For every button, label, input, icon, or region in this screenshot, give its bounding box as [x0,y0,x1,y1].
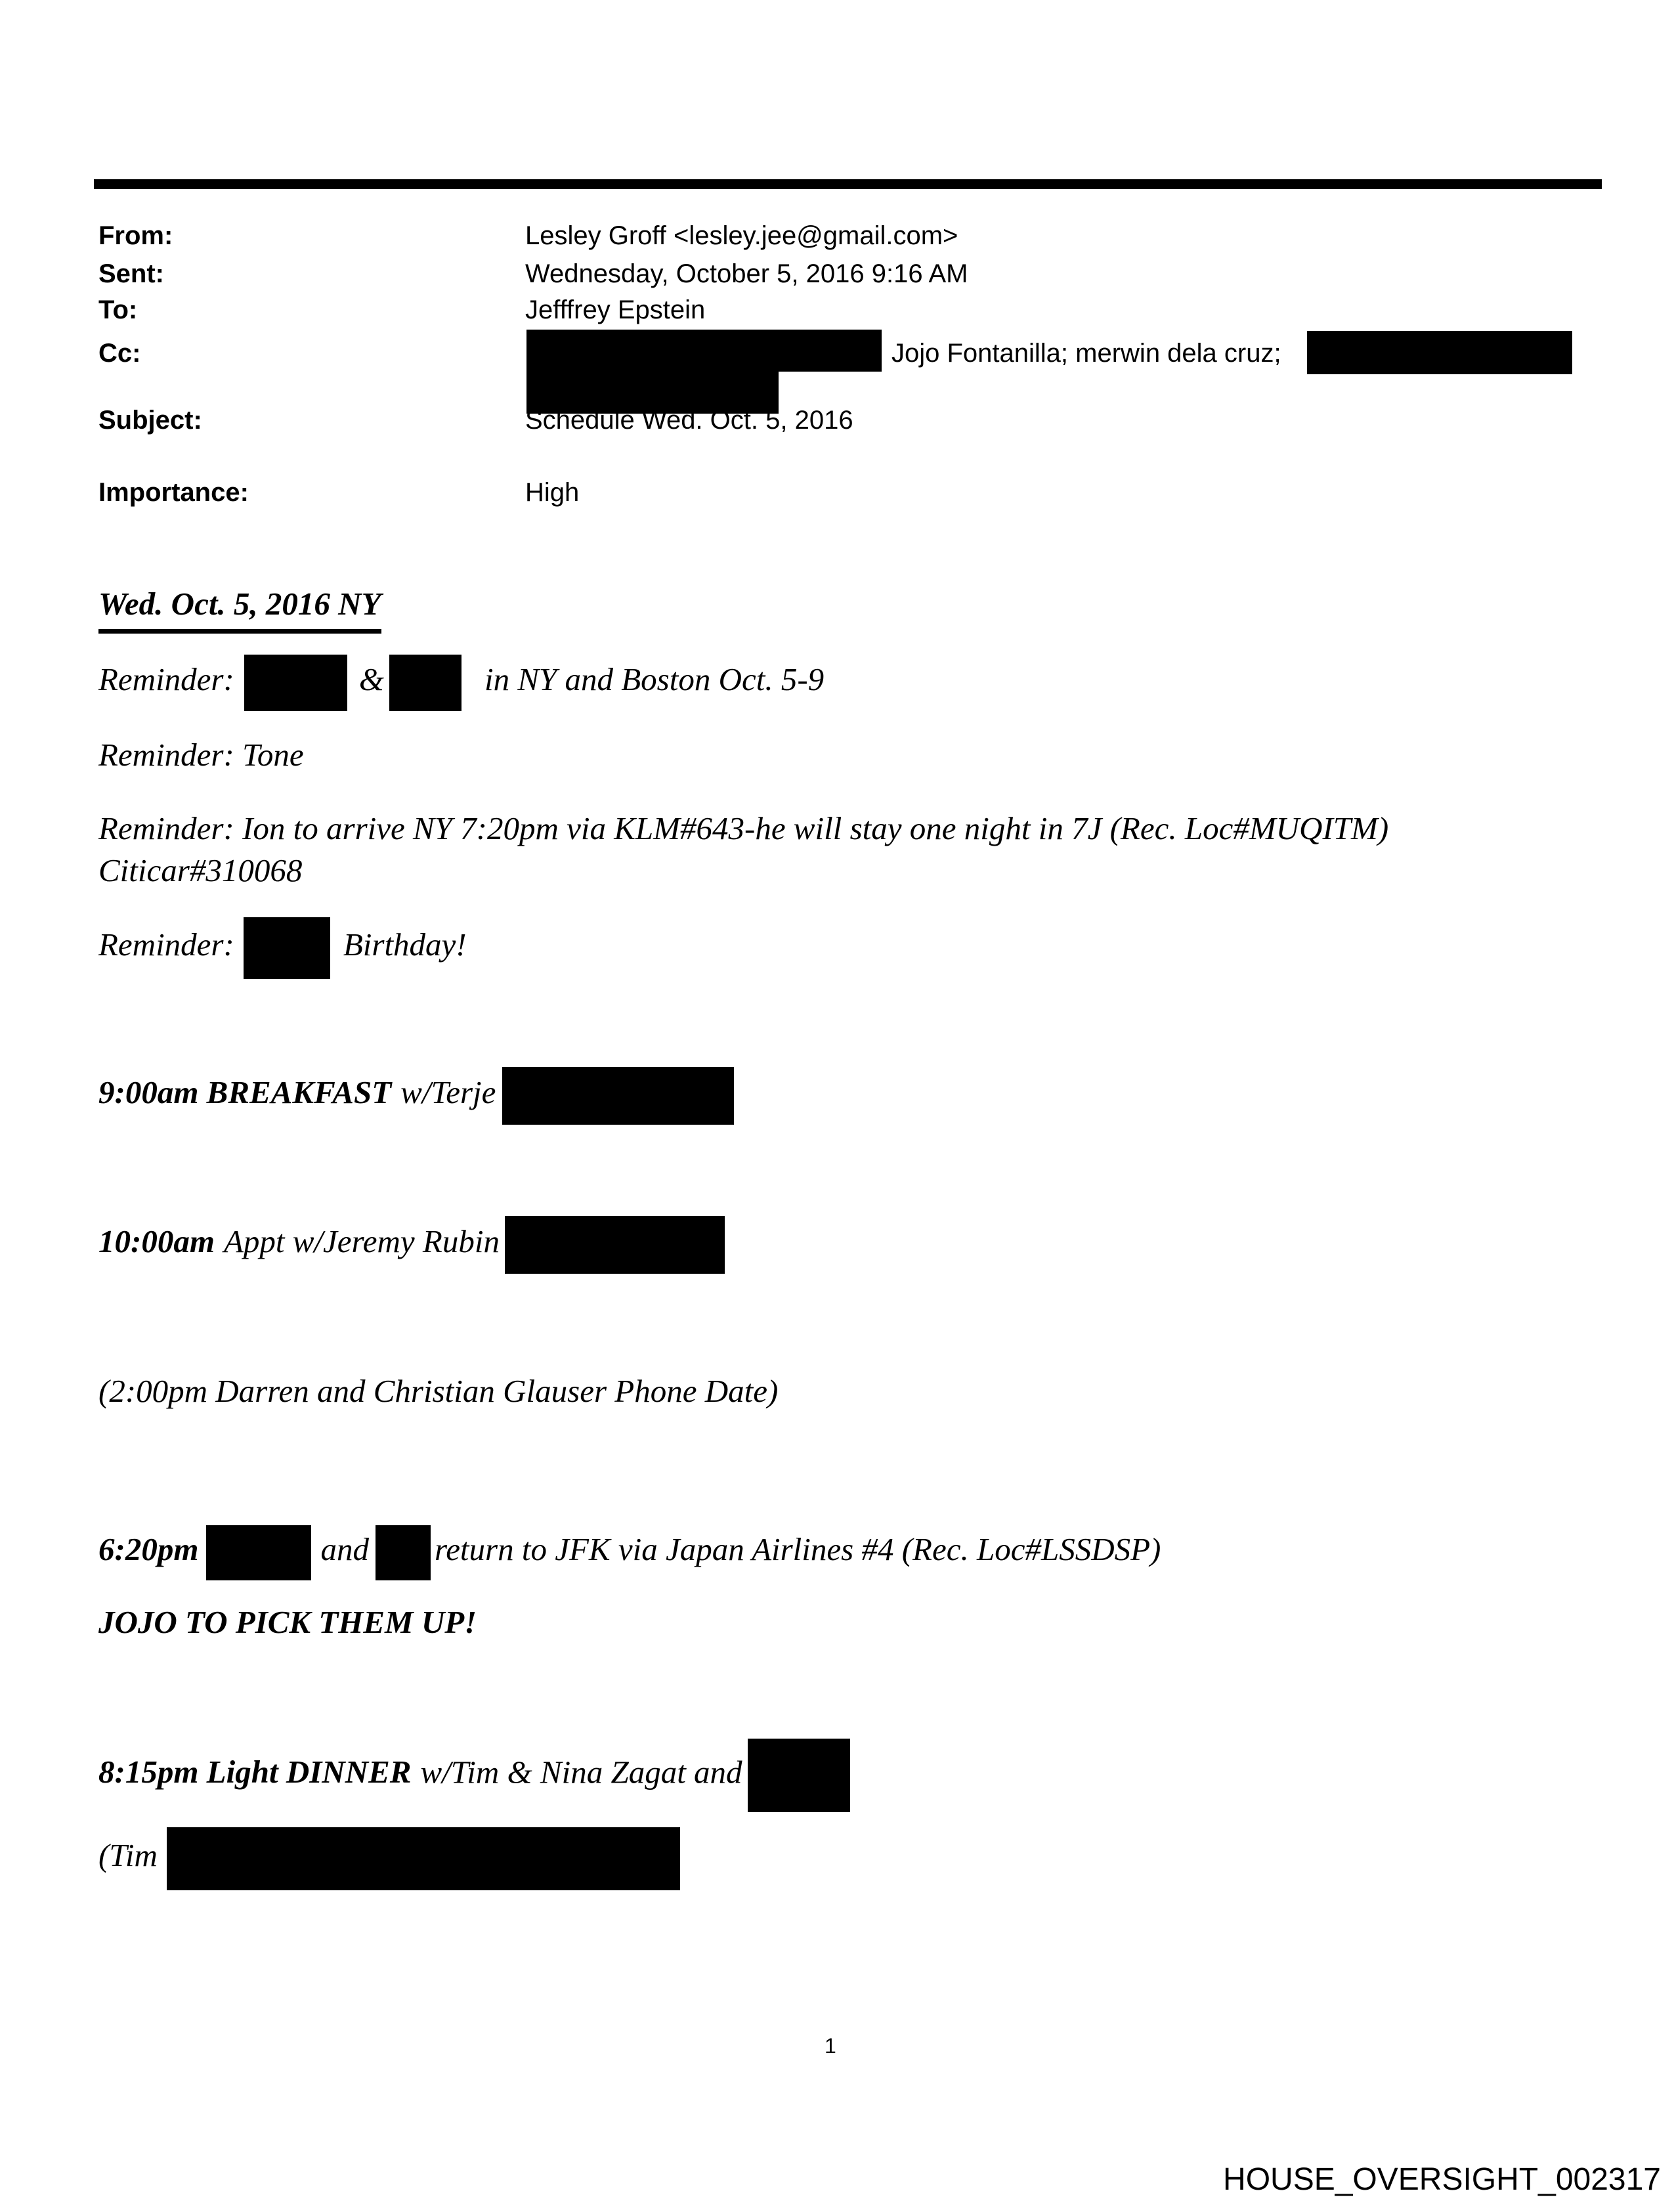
breakfast-time: 9:00am BREAKFAST [98,1074,392,1110]
sent-label: Sent: [98,259,164,288]
jojo-note-line: JOJO TO PICK THEM UP! [98,1604,477,1640]
date-heading-text: Wed. Oct. 5, 2016 NY [98,583,381,634]
reminder-guests-ampersand: & [358,661,384,697]
redaction-box [206,1525,311,1580]
redaction-box [389,655,461,711]
dinner-line [98,1739,1582,1812]
redaction-box [1307,331,1572,374]
tim-note-prefix: (Tim [98,1837,158,1873]
reminder-guests-suffix: in NY and Boston Oct. 5-9 [484,661,825,697]
date-heading [98,583,1582,634]
phone-date-line: (2:00pm Darren and Christian Glauser Phone Date) [98,1373,779,1409]
jfk-text: return to JFK via Japan Airlines #4 (Rec. Loc#LSSDSP) [434,1531,1161,1567]
breakfast-line [98,1064,1582,1125]
dinner-time: 8:15pm Light DINNER [98,1754,412,1790]
bates-number: HOUSE_OVERSIGHT_002317 [1223,2162,1661,2197]
redaction-box [376,1525,431,1580]
subject-value: Schedule Wed. Oct. 5, 2016 [525,406,853,435]
subject-label: Subject: [98,406,202,435]
reminder-birthday-suffix: Birthday! [343,926,467,963]
jfk-and: and [320,1531,369,1567]
reminder-birthday-prefix: Reminder: [98,926,234,963]
tim-note-line [98,1824,1582,1890]
sent-value: Wednesday, October 5, 2016 9:16 AM [525,259,968,288]
reminder-birthday-line [98,914,1582,979]
cc-label: Cc: [98,339,141,368]
to-label: To: [98,295,138,324]
redaction-box [748,1739,850,1812]
reminder-tone-line: Reminder: Tone [98,737,304,773]
reminder-ion-text1: Reminder: Ion to arrive NY 7:20pm via KLM#643-he will stay one night in 7J (Rec. Loc#MUQITM) [98,810,1389,846]
reminder-guests-line [98,651,1582,711]
importance-label: Importance: [98,478,249,507]
reminder-ion-line [98,808,1582,892]
appointment-line [98,1213,1582,1274]
jfk-return-line [98,1521,1582,1580]
appointment-time: 10:00am [98,1223,215,1259]
redaction-box [502,1067,734,1125]
breakfast-text: w/Terje [400,1074,496,1110]
importance-value: High [525,478,580,507]
header-divider-rule [94,179,1602,189]
redaction-box [526,330,882,372]
appointment-text: Appt w/Jeremy Rubin [223,1223,500,1259]
redaction-box [244,655,347,711]
reminder-guests-prefix: Reminder: [98,661,234,697]
cc-value: Jojo Fontanilla; merwin dela cruz; [891,339,1281,368]
from-value: Lesley Groff <lesley.jee@gmail.com> [525,221,958,250]
page-number: 1 [825,2034,836,2058]
reminder-ion-text2: Citicar#310068 [98,852,303,888]
to-value: Jefffrey Epstein [525,295,706,324]
dinner-text: w/Tim & Nina Zagat and [420,1754,742,1790]
jfk-time: 6:20pm [98,1531,199,1567]
from-label: From: [98,221,173,250]
redaction-box [505,1216,725,1274]
redaction-box [167,1827,680,1890]
redaction-box [244,917,330,979]
